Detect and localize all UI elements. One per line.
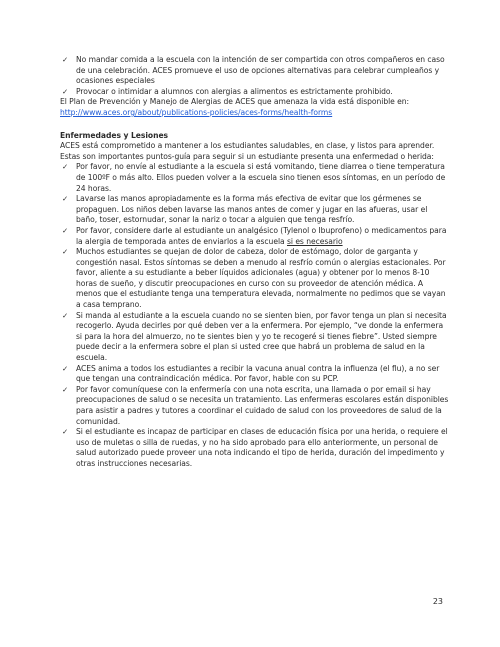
section-heading: Enfermedades y Lesiones	[60, 130, 169, 140]
checkmark-icon: ✓	[62, 427, 69, 437]
checkmark-icon: ✓	[62, 55, 69, 64]
list-item-text: ACES anima a todos los estudiantes a recibir la vacuna anual contra la influenza (el flu), a no ser que tengan una contraindicación médica. Por favor, hable con su PCP.	[76, 363, 440, 384]
plan-paragraph: El Plan de Prevención y Manejo de Alergias de ACES que amenaza la vida está disponible en:	[60, 97, 410, 107]
section-intro: ACES está comprometido a mantener a los estudiantes saludables, en clase, y listos para aprender. Estas son importantes puntos-guía para seguir si un estudiante presenta una enfermedad o herida:	[60, 141, 435, 161]
page-content	[60, 55, 450, 470]
list-item-text: Provocar o intimidar a alumnos con alergias a alimentos es estrictamente prohibido.	[76, 86, 393, 96]
underlined-text: si es necesario	[286, 236, 343, 246]
list-item	[60, 162, 450, 194]
plan-link-line	[60, 108, 450, 119]
page-number: 23	[432, 597, 443, 606]
list-item	[60, 427, 450, 469]
list-item-text: No mandar comida a la escuela con la intención de ser compartida con otros compañeros en caso de una celebración. ACES promueve el uso de opciones alternativas para celebrar cumpleaños y ocasiones especiales	[76, 55, 445, 86]
list-item	[60, 247, 450, 311]
checkmark-icon: ✓	[62, 86, 69, 96]
list-item-text: Por favor comuníquese con la enfermería con una nota escrita, una llamada o por email si hay preocupaciones de salud o se necesita un tratamiento. Las enfermeras escolares están disponibles para asistir a padres y tutores a coordinar el cuidado de salud con los proveedores de salud de la comunidad.	[76, 384, 449, 426]
checkmark-icon: ✓	[62, 162, 69, 172]
list-item-text: Si el estudiante es incapaz de participar en clases de educación física por una herida, o requiere el uso de muletas o silla de ruedas, y no ha sido aprobado para ello anteriormente, un personal de salud autorizado puede proveer una nota indicando el tipo de herida, duración del impedimento y otras instrucciones necesarias.	[76, 427, 448, 468]
list-item	[60, 87, 450, 98]
spacer	[60, 119, 450, 131]
checkmark-icon: ✓	[62, 310, 69, 320]
checkmark-icon: ✓	[62, 384, 69, 394]
list-item-text: Muchos estudiantes se quejan de dolor de cabeza, dolor de estómago, dolor de garganta y congestión nasal. Estos síntomas se deben a menudo al resfrío común o alergias estacionales. Por favor, aliente a su estudiante a beber líquidos adicionales (agua) y obtener por lo menos 8-10 horas de sueño, y discutir preocupaciones en curso con su proveedor de atención médica. A menos que el estudiante tenga una temperatura elevada, normalmente no pedimos que se vayan a casa temprano.	[76, 247, 446, 310]
checkmark-icon: ✓	[62, 225, 69, 235]
list-item	[60, 226, 450, 247]
checkmark-icon: ✓	[62, 194, 69, 204]
list-item-text: Por favor, no envíe al estudiante a la escuela si está vomitando, tiene diarrea o tiene temperatura de 100ºF o más alto. Ellos pueden volver a la escuela sino tienen esos síntomas, en un período de 24 horas.	[76, 162, 446, 193]
list-item-text: Lavarse las manos apropiadamente es la forma más efectiva de evitar que los gérmenes se propaguen. Los niños deben lavarse las manos antes de comer y jugar en las afueras, usar el baño, toser, estornudar, sonar la nariz o tocar a alguien que tenga resfrío.	[76, 194, 428, 225]
list-item	[60, 311, 450, 364]
list-item	[60, 194, 450, 226]
health-forms-link[interactable]: http://www.aces.org/about/publications-policies/aces-forms/health-forms	[60, 107, 333, 117]
list-item-text: Por favor, considere darle al estudiante un analgésico (Tylenol o Ibuprofeno) o medicamentos para la alergia de temporada antes de enviarlos a la escuela	[76, 225, 447, 246]
list-item-text: Si manda al estudiante a la escuela cuando no se sienten bien, por favor tenga un plan si necesita recogerlo. Ayuda decirles por qué deben ver a la enfermera. Por ejemplo, “ve donde la enfermera si para la hora del almuerzo, no te sientes bien y yo te recogeré si tienes fiebre”. Usted siempre puede decir a la enfermera sobre el plan si usted cree que habrá un problema de salud en la escuela.	[76, 310, 447, 363]
list-item	[60, 385, 450, 427]
list-item	[60, 55, 450, 87]
checkmark-icon: ✓	[62, 363, 69, 373]
list-item	[60, 364, 450, 385]
checkmark-icon: ✓	[62, 247, 69, 257]
